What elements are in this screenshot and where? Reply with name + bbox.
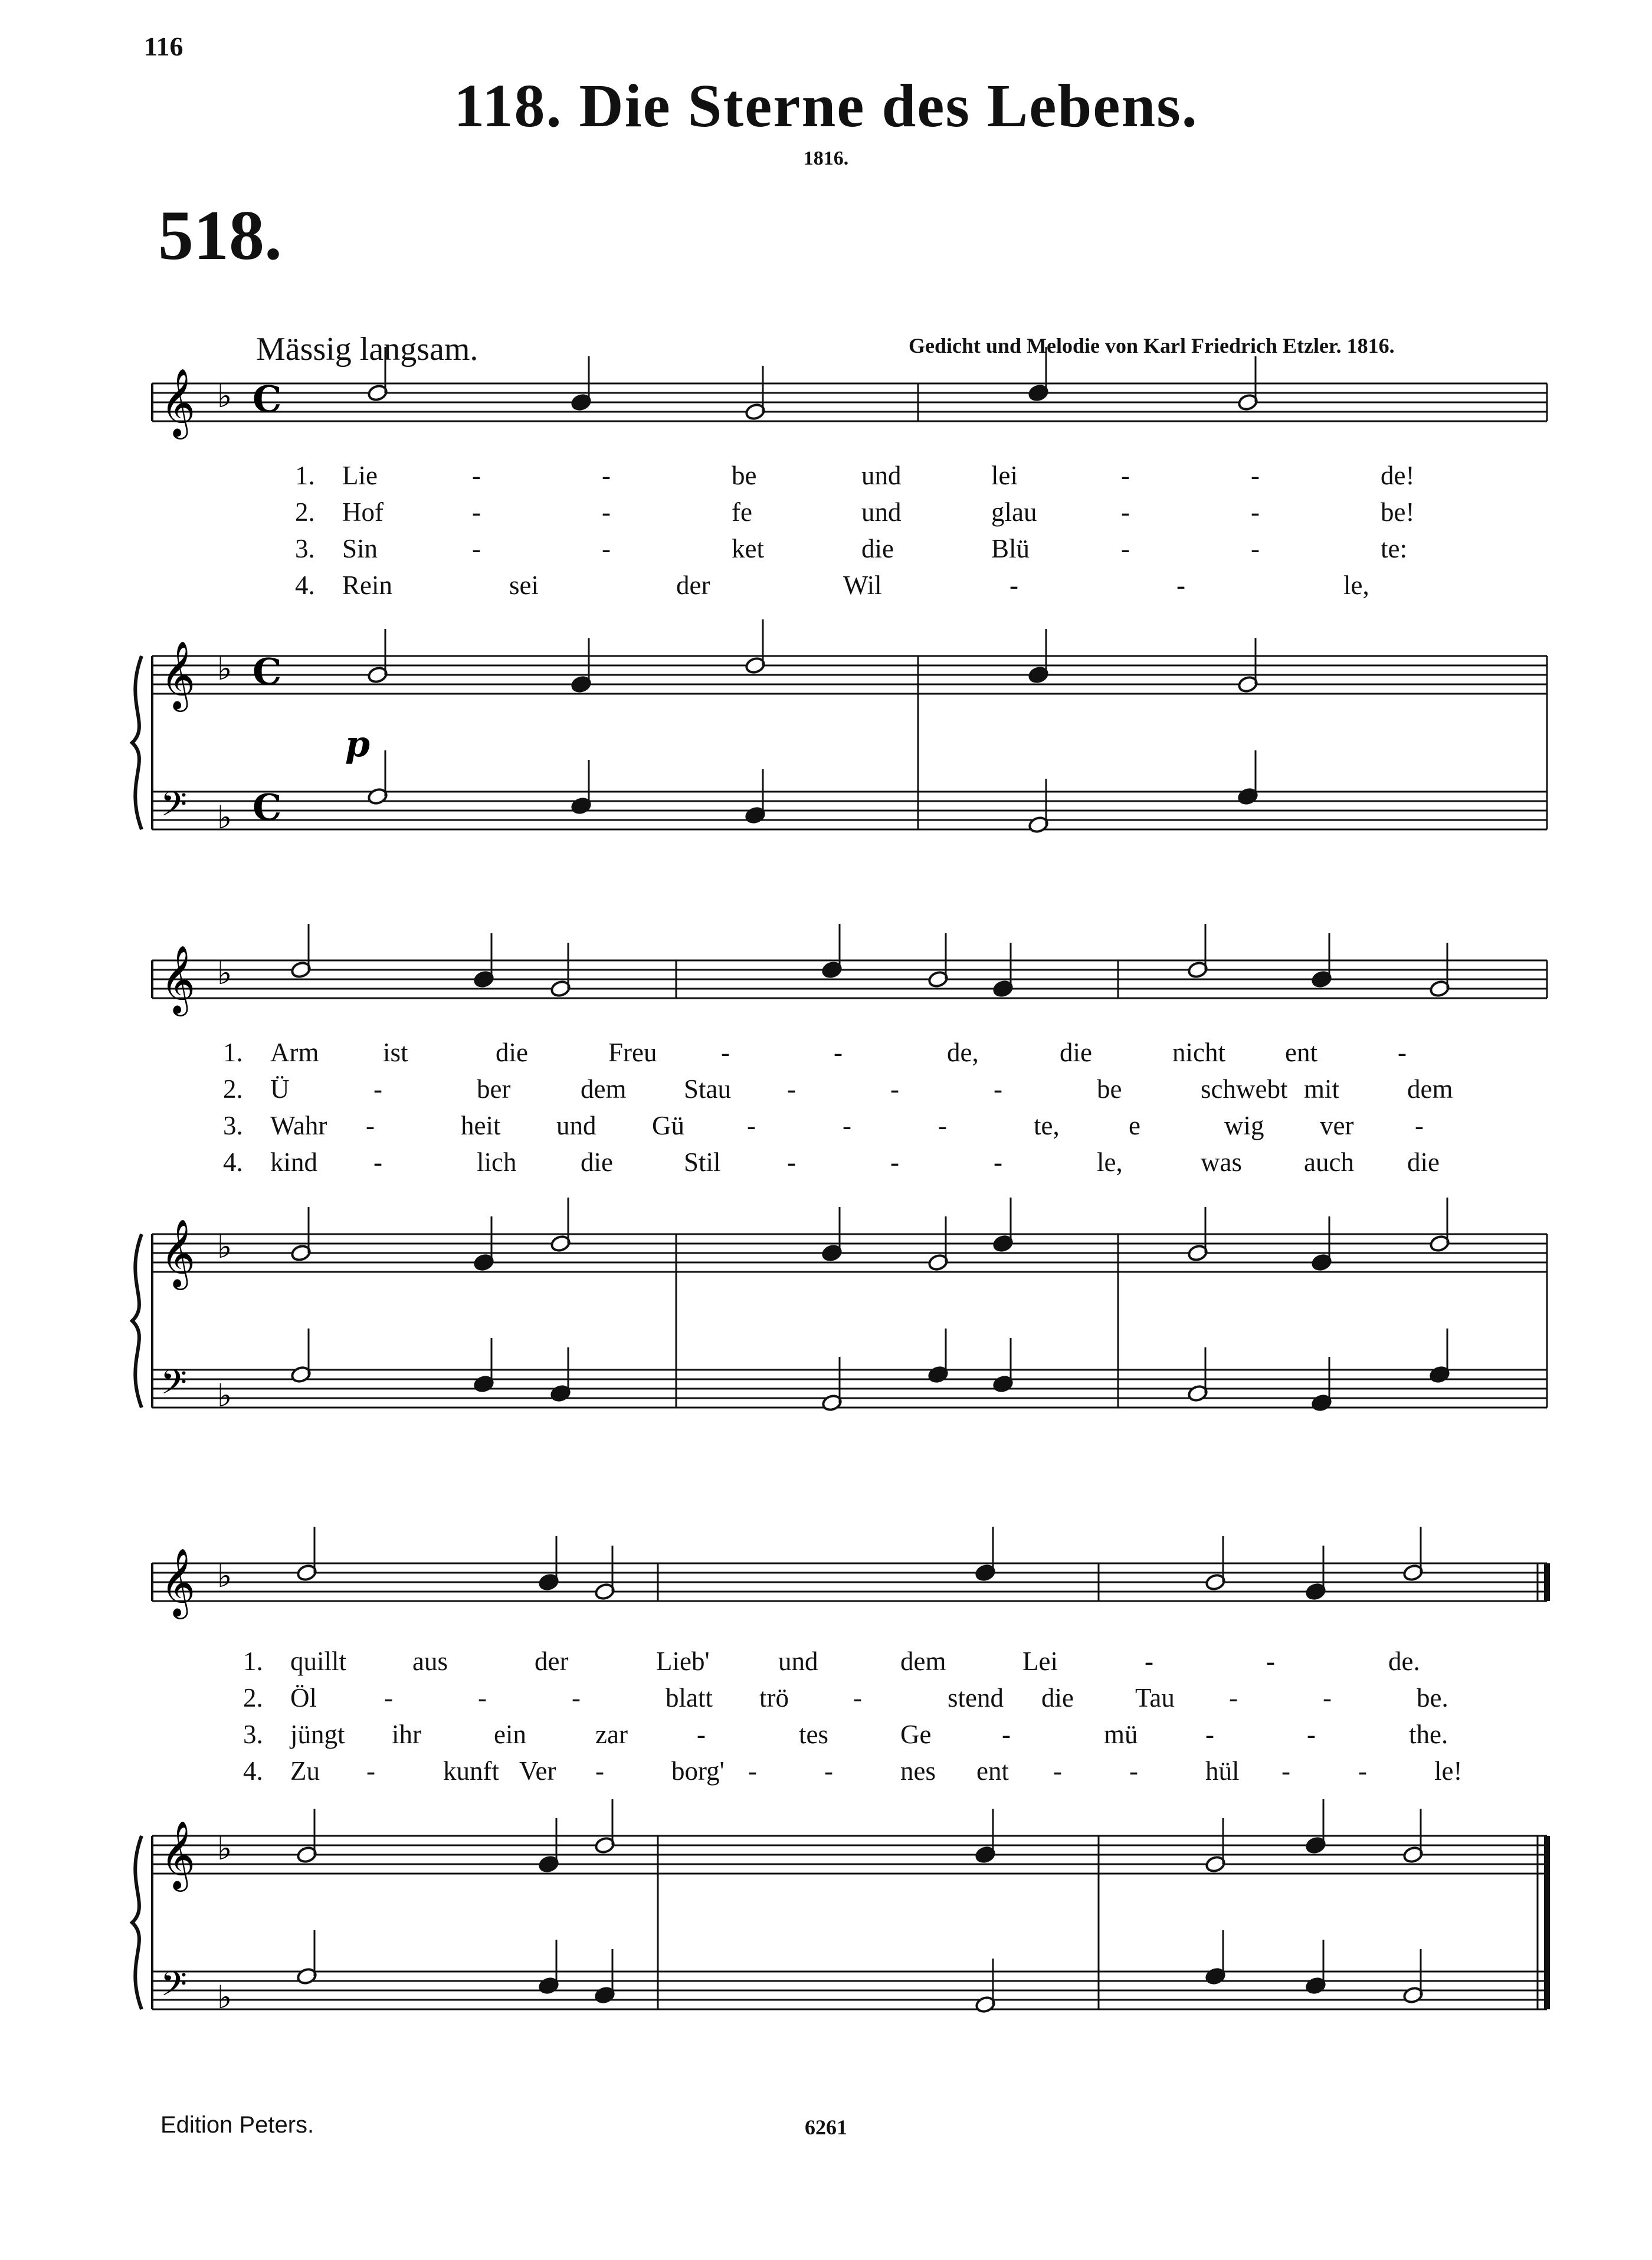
lyric-syllable: be bbox=[732, 461, 757, 490]
lyric-syllable: ket bbox=[732, 534, 764, 563]
lyric-syllable: - bbox=[366, 1111, 375, 1140]
lyric-syllable: - bbox=[1053, 1756, 1062, 1786]
flat-key-signature-icon: ♭ bbox=[217, 1557, 232, 1595]
lyric-syllable: - bbox=[748, 1756, 757, 1786]
lyric-syllable: aus bbox=[412, 1646, 448, 1676]
lyric-syllable: schwebt bbox=[1201, 1074, 1288, 1104]
lyric-syllable: Hof bbox=[342, 497, 384, 527]
lyric-syllable: - bbox=[787, 1074, 796, 1104]
lyric-syllable: - bbox=[787, 1147, 796, 1177]
lyric-syllable: - bbox=[1121, 534, 1130, 563]
lyric-syllable: - bbox=[373, 1074, 382, 1104]
lyric-syllable: die bbox=[1407, 1147, 1440, 1177]
composer-credit: Gedicht und Melodie von Karl Friedrich Etzler. 1816. bbox=[909, 334, 1395, 357]
voice-clef-icon: 𝄞 bbox=[160, 1547, 196, 1616]
lyric-syllable: die bbox=[581, 1147, 613, 1177]
lyric-syllable: stend bbox=[948, 1683, 1004, 1713]
lyric-syllable: - bbox=[1323, 1683, 1332, 1713]
lyric-syllable: - bbox=[1002, 1720, 1011, 1749]
lyric-syllable: - bbox=[1358, 1756, 1367, 1786]
lyric-syllable: dem bbox=[900, 1646, 946, 1676]
lyric-syllable: de. bbox=[1388, 1646, 1420, 1676]
lyric-syllable: blatt bbox=[666, 1683, 713, 1713]
lyric-syllable: dem bbox=[1407, 1074, 1453, 1104]
lyric-syllable: - bbox=[366, 1756, 375, 1786]
flat-key-signature-icon: ♭ bbox=[217, 378, 232, 415]
lyric-syllable: - bbox=[478, 1683, 487, 1713]
song-title: 118. Die Sterne des Lebens. bbox=[454, 72, 1198, 140]
lyric-syllable: die bbox=[1060, 1038, 1092, 1067]
flat-key-signature-icon: ♭ bbox=[217, 799, 232, 836]
lyric-syllable: te: bbox=[1381, 534, 1407, 563]
lyric-syllable: die bbox=[496, 1038, 528, 1067]
lyric-syllable: be. bbox=[1417, 1683, 1448, 1713]
lyric-syllable: und bbox=[861, 461, 902, 490]
voice-clef-icon: 𝄞 bbox=[160, 944, 196, 1013]
treble-clef-icon: 𝄞 bbox=[160, 1218, 196, 1287]
lyric-syllable: - bbox=[697, 1720, 706, 1749]
lyric-syllable: - bbox=[1009, 570, 1018, 600]
lyric-syllable: - bbox=[1121, 461, 1130, 490]
lyric-syllable: und bbox=[778, 1646, 818, 1676]
lyric-syllable: ver bbox=[1320, 1111, 1354, 1140]
common-time-icon: C bbox=[253, 650, 282, 693]
lyric-syllable: zar bbox=[595, 1720, 628, 1749]
lyric-syllable: - bbox=[1398, 1038, 1407, 1067]
lyric-syllable: Arm bbox=[270, 1038, 319, 1067]
lyric-syllable: 3. bbox=[223, 1111, 243, 1140]
lyric-syllable: und bbox=[861, 497, 902, 527]
lyric-syllable: - bbox=[1251, 461, 1260, 490]
lyric-syllable: trö bbox=[759, 1683, 789, 1713]
lyric-syllable: wig bbox=[1224, 1111, 1264, 1140]
common-time-icon: C bbox=[253, 378, 282, 421]
lyric-syllable: le! bbox=[1434, 1756, 1463, 1786]
lyric-syllable: Öl bbox=[290, 1683, 317, 1713]
treble-clef-icon: 𝄞 bbox=[160, 1820, 196, 1889]
lyric-syllable: - bbox=[472, 497, 481, 527]
lyric-syllable: glau bbox=[991, 497, 1037, 527]
lyric-syllable: Sin bbox=[342, 534, 378, 563]
lyric-syllable: heit bbox=[461, 1111, 501, 1140]
lyric-syllable: - bbox=[572, 1683, 581, 1713]
lyric-syllable: - bbox=[1415, 1111, 1424, 1140]
lyric-syllable: tes bbox=[799, 1720, 828, 1749]
lyric-syllable: e bbox=[1129, 1111, 1140, 1140]
lyric-syllable: - bbox=[834, 1038, 843, 1067]
lyric-syllable: Stau bbox=[684, 1074, 732, 1104]
lyric-syllable: jüngt bbox=[290, 1720, 345, 1749]
lyric-syllable: - bbox=[1129, 1756, 1138, 1786]
lyric-syllable: - bbox=[890, 1074, 899, 1104]
lyric-syllable: Zu bbox=[290, 1756, 320, 1786]
lyric-syllable: ist bbox=[383, 1038, 408, 1067]
lyric-syllable: Lieb' bbox=[656, 1646, 710, 1676]
bass-clef-icon: 𝄢 bbox=[160, 784, 188, 832]
lyric-syllable: - bbox=[938, 1111, 947, 1140]
lyric-syllable: - bbox=[1251, 497, 1260, 527]
lyric-syllable: - bbox=[1307, 1720, 1316, 1749]
lyric-syllable: - bbox=[1205, 1720, 1214, 1749]
lyric-syllable: - bbox=[1266, 1646, 1275, 1676]
plate-number: 6261 bbox=[805, 2115, 847, 2139]
lyric-syllable: Ge bbox=[900, 1720, 932, 1749]
lyric-syllable: - bbox=[1229, 1683, 1238, 1713]
brace-icon bbox=[132, 1836, 142, 2009]
tempo-marking: Mässig langsam. bbox=[256, 331, 478, 368]
lyric-syllable: Freu bbox=[608, 1038, 657, 1067]
lyric-syllable: 4. bbox=[295, 570, 315, 600]
lyric-syllable: 4. bbox=[243, 1756, 263, 1786]
voice-clef-icon: 𝄞 bbox=[160, 368, 196, 437]
lyric-syllable: - bbox=[1145, 1646, 1153, 1676]
lyric-syllable: be bbox=[1097, 1074, 1122, 1104]
lyric-syllable: - bbox=[721, 1038, 730, 1067]
lyric-syllable: de! bbox=[1381, 461, 1415, 490]
lyric-syllable: sei bbox=[509, 570, 539, 600]
lyric-syllable: mit bbox=[1304, 1074, 1340, 1104]
lyric-syllable: die bbox=[861, 534, 894, 563]
lyric-syllable: nes bbox=[900, 1756, 936, 1786]
lyric-syllable: und bbox=[556, 1111, 596, 1140]
lyric-syllable: - bbox=[824, 1756, 833, 1786]
flat-key-signature-icon: ♭ bbox=[217, 954, 232, 992]
bass-clef-icon: 𝄢 bbox=[160, 1362, 188, 1411]
lyric-syllable: le, bbox=[1343, 570, 1369, 600]
lyric-syllable: - bbox=[1251, 534, 1260, 563]
lyric-syllable: ein bbox=[494, 1720, 526, 1749]
lyric-syllable: der bbox=[676, 570, 710, 600]
lyric-syllable: lich bbox=[477, 1147, 517, 1177]
flat-key-signature-icon: ♭ bbox=[217, 1979, 232, 2016]
lyric-syllable: - bbox=[853, 1683, 862, 1713]
bass-clef-icon: 𝄢 bbox=[160, 1964, 188, 2012]
lyric-syllable: Gü bbox=[652, 1111, 684, 1140]
lyric-syllable: Tau bbox=[1135, 1683, 1175, 1713]
lyric-syllable: der bbox=[535, 1646, 569, 1676]
lyric-syllable: - bbox=[373, 1147, 382, 1177]
lyric-syllable: 3. bbox=[295, 534, 315, 563]
lyric-syllable: 3. bbox=[243, 1720, 263, 1749]
flat-key-signature-icon: ♭ bbox=[217, 1830, 232, 1867]
lyric-syllable: - bbox=[994, 1147, 1002, 1177]
lyric-syllable: quillt bbox=[290, 1646, 347, 1676]
lyric-syllable: 2. bbox=[243, 1683, 263, 1713]
common-time-icon: C bbox=[253, 786, 282, 829]
lyric-syllable: the. bbox=[1409, 1720, 1448, 1749]
edition-label: Edition Peters. bbox=[160, 2112, 314, 2138]
flat-key-signature-icon: ♭ bbox=[217, 1228, 232, 1265]
lyric-syllable: 1. bbox=[295, 461, 315, 490]
lyric-syllable: auch bbox=[1304, 1147, 1354, 1177]
lyric-syllable: 2. bbox=[223, 1074, 243, 1104]
lyric-syllable: ent bbox=[1285, 1038, 1317, 1067]
brace-icon bbox=[132, 1234, 142, 1408]
lyric-syllable: - bbox=[1121, 497, 1130, 527]
lyric-syllable: ihr bbox=[392, 1720, 421, 1749]
lyric-syllable: - bbox=[595, 1756, 604, 1786]
lyric-syllable: - bbox=[1176, 570, 1185, 600]
treble-clef-icon: 𝄞 bbox=[160, 640, 196, 709]
lyric-syllable: ber bbox=[477, 1074, 511, 1104]
lyric-syllable: Ver bbox=[519, 1756, 556, 1786]
lyric-syllable: ent bbox=[976, 1756, 1009, 1786]
lyric-syllable: de, bbox=[947, 1038, 979, 1067]
lyric-syllable: - bbox=[1281, 1756, 1290, 1786]
song-year: 1816. bbox=[803, 147, 849, 169]
lyric-syllable: lei bbox=[991, 461, 1018, 490]
lyric-syllable: 4. bbox=[223, 1147, 243, 1177]
lyric-syllable: Wil bbox=[843, 570, 882, 600]
lyric-syllable: dem bbox=[581, 1074, 627, 1104]
lyric-syllable: Blü bbox=[991, 534, 1030, 563]
lyric-syllable: le, bbox=[1097, 1147, 1123, 1177]
lyric-syllable: - bbox=[602, 534, 611, 563]
lyric-syllable: fe bbox=[732, 497, 752, 527]
lyric-syllable: kunft bbox=[443, 1756, 499, 1786]
lyric-syllable: - bbox=[472, 534, 481, 563]
lyric-syllable: hül bbox=[1205, 1756, 1240, 1786]
lyric-syllable: Rein bbox=[342, 570, 392, 600]
lyric-syllable: Stil bbox=[684, 1147, 721, 1177]
lyric-syllable: Ü bbox=[270, 1074, 290, 1104]
lyric-syllable: - bbox=[747, 1111, 756, 1140]
lyric-syllable: 2. bbox=[295, 497, 315, 527]
lyric-syllable: 1. bbox=[223, 1038, 243, 1067]
lyric-syllable: die bbox=[1041, 1683, 1074, 1713]
dynamic-marking: p bbox=[345, 724, 370, 765]
lyric-syllable: was bbox=[1201, 1147, 1242, 1177]
lyric-syllable: - bbox=[472, 461, 481, 490]
lyric-syllable: - bbox=[384, 1683, 393, 1713]
lyric-syllable: be! bbox=[1381, 497, 1415, 527]
lyric-syllable: Lei bbox=[1022, 1646, 1058, 1676]
lyric-syllable: - bbox=[994, 1074, 1002, 1104]
lyric-syllable: nicht bbox=[1172, 1038, 1225, 1067]
lyric-syllable: - bbox=[602, 461, 611, 490]
flat-key-signature-icon: ♭ bbox=[217, 650, 232, 687]
lyric-syllable: kind bbox=[270, 1147, 318, 1177]
page-number: 116 bbox=[144, 31, 183, 61]
lyric-syllable: 1. bbox=[243, 1646, 263, 1676]
brace-icon bbox=[132, 656, 142, 829]
lyric-syllable: Lie bbox=[342, 461, 378, 490]
lyric-syllable: borg' bbox=[671, 1756, 725, 1786]
flat-key-signature-icon: ♭ bbox=[217, 1377, 232, 1414]
lyric-syllable: mü bbox=[1104, 1720, 1138, 1749]
lyric-syllable: - bbox=[890, 1147, 899, 1177]
lyric-syllable: - bbox=[602, 497, 611, 527]
lyric-syllable: te, bbox=[1034, 1111, 1060, 1140]
lyric-syllable: - bbox=[843, 1111, 851, 1140]
collection-number: 518. bbox=[158, 196, 282, 274]
lyric-syllable: Wahr bbox=[270, 1111, 327, 1140]
